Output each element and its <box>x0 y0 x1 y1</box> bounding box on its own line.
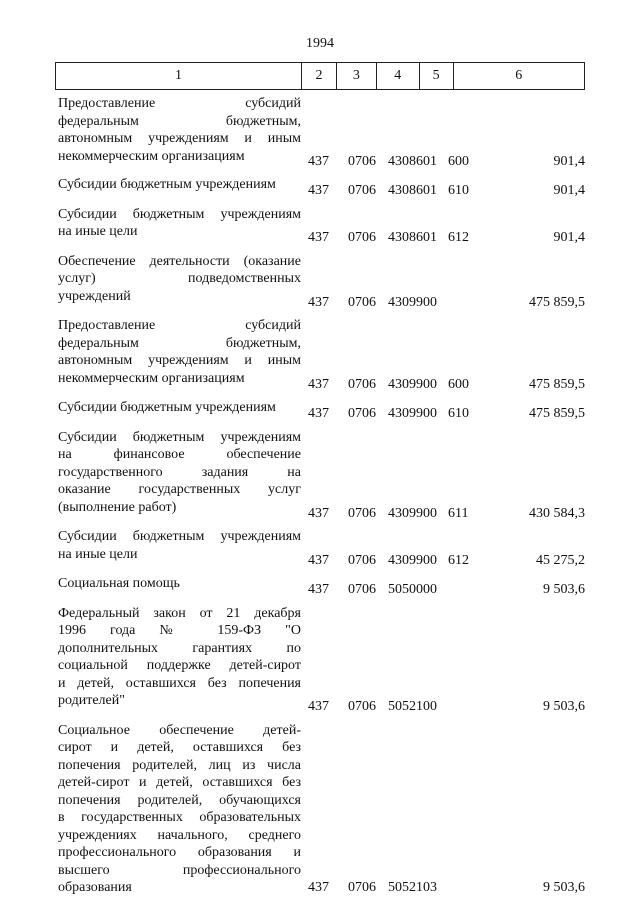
description-line: дополнительных гарантиях по <box>58 640 301 656</box>
description-line: на финансовое обеспечение <box>58 447 301 462</box>
description-line: Субсидии бюджетным учреждениям <box>58 529 301 544</box>
header-col-4: 4 <box>377 63 420 89</box>
description-line: некоммерческим организациям <box>58 148 245 164</box>
description-line: автономным учреждениям и иным <box>58 131 301 146</box>
value-col-3: 0706 <box>348 230 376 245</box>
row-values <box>55 581 585 599</box>
value-col-6: 9 503,6 <box>543 880 585 895</box>
value-col-2: 437 <box>308 582 329 597</box>
description-line: 1996 года № 159-ФЗ "О <box>58 623 301 638</box>
table-row <box>55 90 585 170</box>
value-col-2: 437 <box>308 294 329 310</box>
description-line: и детей, оставшихся без попечения <box>58 675 301 691</box>
description-line: Федеральный закон от 21 декабря <box>58 605 301 621</box>
value-col-4: 4308601 <box>388 153 437 169</box>
row-values <box>55 153 585 171</box>
value-col-5: 612 <box>448 552 469 568</box>
value-col-6: 475 859,5 <box>529 376 585 392</box>
value-col-6: 901,4 <box>553 230 585 245</box>
row-values <box>55 229 585 247</box>
value-col-2: 437 <box>308 406 329 421</box>
description-line: (выполнение работ) <box>58 499 177 515</box>
value-col-2: 437 <box>308 880 329 895</box>
description-line: Субсидии бюджетным учреждениям <box>58 400 276 415</box>
value-col-3: 0706 <box>348 376 376 392</box>
value-col-5: 600 <box>448 153 469 169</box>
value-col-6: 430 584,3 <box>529 505 585 521</box>
description-line: Социальное обеспечение детей- <box>58 722 301 738</box>
value-col-4: 4308601 <box>388 183 437 198</box>
header-col-5: 5 <box>420 63 454 89</box>
value-col-6: 9 503,6 <box>543 699 585 714</box>
header-col-1: 1 <box>56 63 302 89</box>
table-row <box>55 599 585 716</box>
description-line: некоммерческим организациям <box>58 370 245 386</box>
row-values <box>55 698 585 716</box>
value-col-4: 4309900 <box>388 505 437 521</box>
header-col-2: 2 <box>302 63 337 89</box>
value-col-6: 475 859,5 <box>529 406 585 421</box>
description-line: высшего профессионального <box>58 862 301 878</box>
value-col-6: 475 859,5 <box>529 294 585 310</box>
table-row <box>55 569 585 599</box>
description-line: учреждений <box>58 288 131 304</box>
description-line: в государственных образовательных <box>58 810 301 825</box>
table-row <box>55 311 585 393</box>
value-col-4: 5052103 <box>388 880 437 895</box>
description-line: федеральным бюджетным, <box>58 113 301 129</box>
table-row <box>55 393 585 423</box>
description-line: попечения родителей, обучающихся <box>58 792 301 808</box>
value-col-3: 0706 <box>348 294 376 310</box>
value-col-4: 4309900 <box>388 552 437 568</box>
table-row <box>55 522 585 569</box>
row-values <box>55 294 585 312</box>
description-line: федеральным бюджетным, <box>58 335 301 351</box>
table-row <box>55 423 585 523</box>
description-line: образования <box>58 880 132 895</box>
row-values <box>55 405 585 423</box>
value-col-3: 0706 <box>348 699 376 714</box>
description-line: Предоставление субсидий <box>58 318 301 333</box>
description-line: Предоставление субсидий <box>58 96 301 111</box>
row-description <box>55 605 301 710</box>
row-description <box>55 722 301 897</box>
value-col-3: 0706 <box>348 153 376 169</box>
value-col-2: 437 <box>308 505 329 521</box>
description-line: Субсидии бюджетным учреждениям <box>58 206 301 222</box>
description-line: автономным учреждениям и иным <box>58 353 301 368</box>
header-col-6: 6 <box>515 68 523 83</box>
value-col-4: 5050000 <box>388 582 437 597</box>
page-number: 1994 <box>306 36 334 51</box>
value-col-2: 437 <box>308 552 329 568</box>
value-col-3: 0706 <box>348 406 376 421</box>
value-col-5: 611 <box>448 505 469 521</box>
description-line: учреждениях начального, среднего <box>58 827 301 843</box>
description-line: социальной поддержке детей-сирот <box>58 658 301 673</box>
row-values <box>55 376 585 394</box>
description-line: попечения родителей, лиц из числа <box>58 757 301 773</box>
table-row <box>55 170 585 200</box>
description-line: услуг) подведомственных <box>58 271 301 286</box>
table-header <box>55 62 585 90</box>
description-line: государственного задания на <box>58 464 301 480</box>
value-col-3: 0706 <box>348 183 376 198</box>
row-values <box>55 552 585 570</box>
description-line: на иные цели <box>58 224 138 239</box>
value-col-4: 5052100 <box>388 699 437 714</box>
value-col-2: 437 <box>308 699 329 714</box>
value-col-2: 437 <box>308 183 329 198</box>
value-col-3: 0706 <box>348 552 376 568</box>
row-description <box>55 429 301 517</box>
row-values <box>55 879 585 897</box>
description-line: оказание государственных услуг <box>58 482 301 497</box>
description-line: родителей" <box>58 693 125 708</box>
description-line: детей-сирот и детей, оставшихся без <box>58 775 301 790</box>
value-col-2: 437 <box>308 376 329 392</box>
value-col-5: 612 <box>448 230 469 245</box>
description-line: Субсидии бюджетным учреждениям <box>58 177 276 192</box>
value-col-6: 9 503,6 <box>543 582 585 597</box>
value-col-2: 437 <box>308 230 329 245</box>
description-line: Социальная помощь <box>58 576 180 591</box>
value-col-5: 610 <box>448 183 469 198</box>
value-col-3: 0706 <box>348 505 376 521</box>
value-col-6: 901,4 <box>553 153 585 169</box>
value-col-3: 0706 <box>348 582 376 597</box>
value-col-3: 0706 <box>348 880 376 895</box>
value-col-6: 901,4 <box>553 183 585 198</box>
description-line: Субсидии бюджетным учреждениям <box>58 429 301 445</box>
row-values <box>55 182 585 200</box>
value-col-4: 4309900 <box>388 376 437 392</box>
value-col-4: 4308601 <box>388 230 437 245</box>
table-row <box>55 200 585 247</box>
value-col-4: 4309900 <box>388 406 437 421</box>
description-line: сирот и детей, оставшихся без <box>58 740 301 755</box>
description-line: на иные цели <box>58 546 138 562</box>
header-col-3: 3 <box>337 63 377 89</box>
description-line: Обеспечение деятельности (оказание <box>58 253 301 269</box>
value-col-5: 610 <box>448 406 469 421</box>
value-col-2: 437 <box>308 153 329 169</box>
row-values <box>55 505 585 523</box>
table-row <box>55 247 585 312</box>
value-col-5: 600 <box>448 376 469 392</box>
value-col-4: 4309900 <box>388 294 437 310</box>
table-row <box>55 716 585 897</box>
table-body <box>55 90 585 897</box>
description-line: профессионального образования и <box>58 845 301 860</box>
value-col-6: 45 275,2 <box>536 552 585 568</box>
